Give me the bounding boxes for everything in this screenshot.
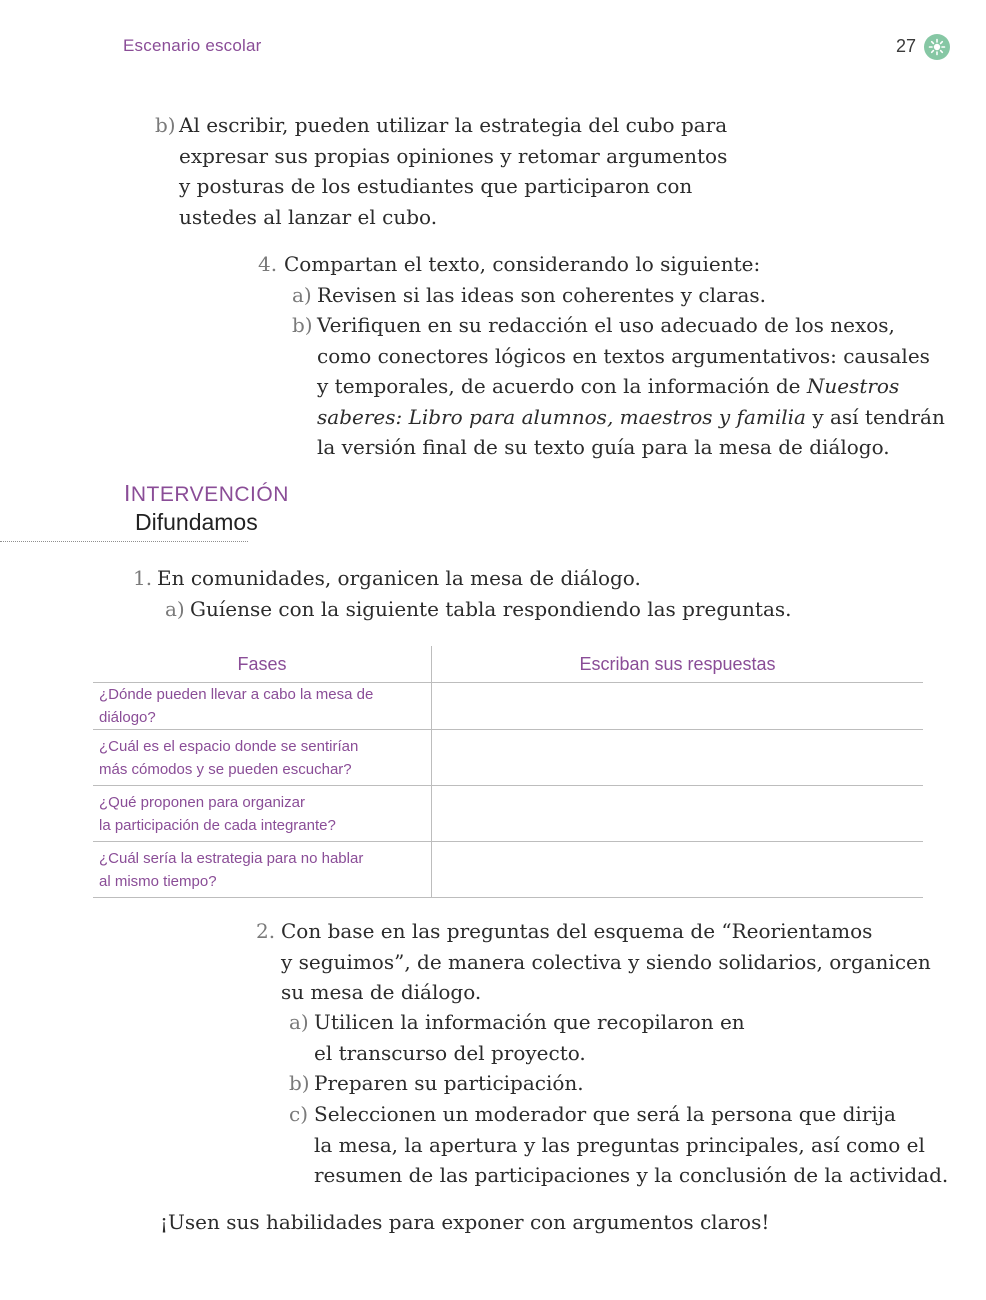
question-cell (93, 786, 432, 842)
step-4-a-text: Revisen si las ideas son coherentes y claras. (317, 283, 767, 307)
page-number: 27 (896, 36, 917, 56)
step-2-c (289, 1099, 948, 1191)
question-cell (93, 683, 432, 730)
table-row (93, 842, 923, 898)
step-4 (258, 249, 760, 280)
step-2-c-line-2: la mesa, la apertura y las preguntas principales, así como el (314, 1132, 925, 1157)
header-respuestas: Escriban sus respuestas (432, 646, 924, 683)
step-4-b-line-5: la versión final de su texto guía para la mesa de diálogo. (317, 435, 890, 459)
step-2 (256, 916, 931, 1008)
step-2-b-text: Preparen su participación. (314, 1071, 584, 1095)
item-b-line-3: y posturas de los estudiantes que participaron con (179, 174, 693, 198)
table-row (93, 786, 923, 842)
section-title-initial: I (124, 480, 131, 506)
table-row (93, 683, 923, 730)
item-b-line-4: ustedes al lanzar el cubo. (179, 204, 438, 229)
item-b-line-1: Al escribir, pueden utilizar la estrategia del cubo para (179, 113, 728, 137)
step-2-line-3: su mesa de diálogo. (281, 980, 482, 1004)
section-title-rest: NTERVENCIÓN (130, 483, 289, 506)
step-4-marker: 4. (258, 252, 278, 276)
question-line-2: al mismo tiempo? (99, 872, 217, 890)
answer-cell[interactable] (432, 786, 924, 842)
step-2-a (289, 1007, 745, 1068)
running-header: Escenario escolar (123, 36, 262, 55)
step-2-c-marker: c) (289, 1102, 309, 1126)
step-4-text: Compartan el texto, considerando lo siguiente: (284, 252, 761, 276)
step-4-b-line-3-italic: Nuestros (806, 374, 900, 398)
step-2-b (289, 1068, 584, 1099)
section-subtitle: Difundamos (135, 509, 258, 535)
answer-cell[interactable] (432, 683, 924, 730)
step-2-c-line-1: Seleccionen un moderador que será la persona que dirija (314, 1102, 896, 1126)
table-header-row (93, 646, 923, 683)
question-line-1: ¿Cuál sería la estrategia para no hablar (99, 849, 364, 867)
question-cell (93, 842, 432, 898)
step-2-a-line-2: el transcurso del proyecto. (314, 1040, 586, 1065)
step-4-b-line-3-pre: y temporales, de acuerdo con la información de (317, 374, 807, 398)
item-b-top (155, 110, 727, 232)
step-2-a-marker: a) (289, 1010, 309, 1034)
item-b-marker: b) (155, 113, 176, 137)
question-line-1: ¿Qué proponen para organizar (99, 793, 305, 811)
section-title (124, 480, 289, 507)
step-2-c-line-3: resumen de las participaciones y la conclusión de la actividad. (314, 1163, 949, 1187)
question-line-1: ¿Dónde pueden llevar a cabo la mesa de diálogo? (99, 686, 374, 726)
step-2-b-marker: b) (289, 1071, 310, 1095)
step-4-a (292, 280, 766, 311)
question-line-2: más cómodos y se pueden escuchar? (99, 760, 352, 778)
step-1 (133, 563, 641, 594)
step-2-a-line-1: Utilicen la información que recopilaron en (314, 1010, 745, 1034)
table-row (93, 730, 923, 786)
step-4-a-marker: a) (292, 283, 312, 307)
question-line-1: ¿Cuál es el espacio donde se sentirían (99, 737, 359, 755)
section-divider (0, 541, 248, 542)
answer-cell[interactable] (432, 842, 924, 898)
step-1-text: En comunidades, organicen la mesa de diálogo. (157, 566, 641, 590)
question-cell (93, 730, 432, 786)
question-line-2: la participación de cada integrante? (99, 816, 336, 834)
step-4-b-marker: b) (292, 313, 313, 337)
step-1-a-text: Guíense con la siguiente tabla respondiendo las preguntas. (190, 597, 792, 621)
step-4-b-line-4-italic: saberes: Libro para alumnos, maestros y familia (317, 404, 806, 429)
fases-table (93, 646, 923, 898)
step-1-a (165, 594, 792, 625)
step-4-b-line-2: como conectores lógicos en textos argumentativos: causales (317, 343, 930, 368)
step-1-a-marker: a) (165, 597, 185, 621)
step-4-b (292, 310, 945, 463)
header-fases: Fases (93, 646, 432, 683)
answer-cell[interactable] (432, 730, 924, 786)
item-b-line-2: expresar sus propias opiniones y retomar argumentos (179, 143, 728, 168)
step-1-marker: 1. (133, 566, 153, 590)
step-4-b-line-1: Verifiquen en su redacción el uso adecuado de los nexos, (317, 313, 895, 337)
step-2-marker: 2. (256, 919, 276, 943)
step-4-b-line-4-post: y así tendrán (805, 404, 945, 429)
closing-sentence: ¡Usen sus habilidades para exponer con argumentos claros! (160, 1210, 770, 1234)
sun-icon (924, 34, 950, 60)
step-2-line-1: Con base en las preguntas del esquema de “Reorientamos (281, 919, 873, 943)
step-2-line-2: y seguimos”, de manera colectiva y siendo solidarios, organicen (281, 949, 931, 974)
